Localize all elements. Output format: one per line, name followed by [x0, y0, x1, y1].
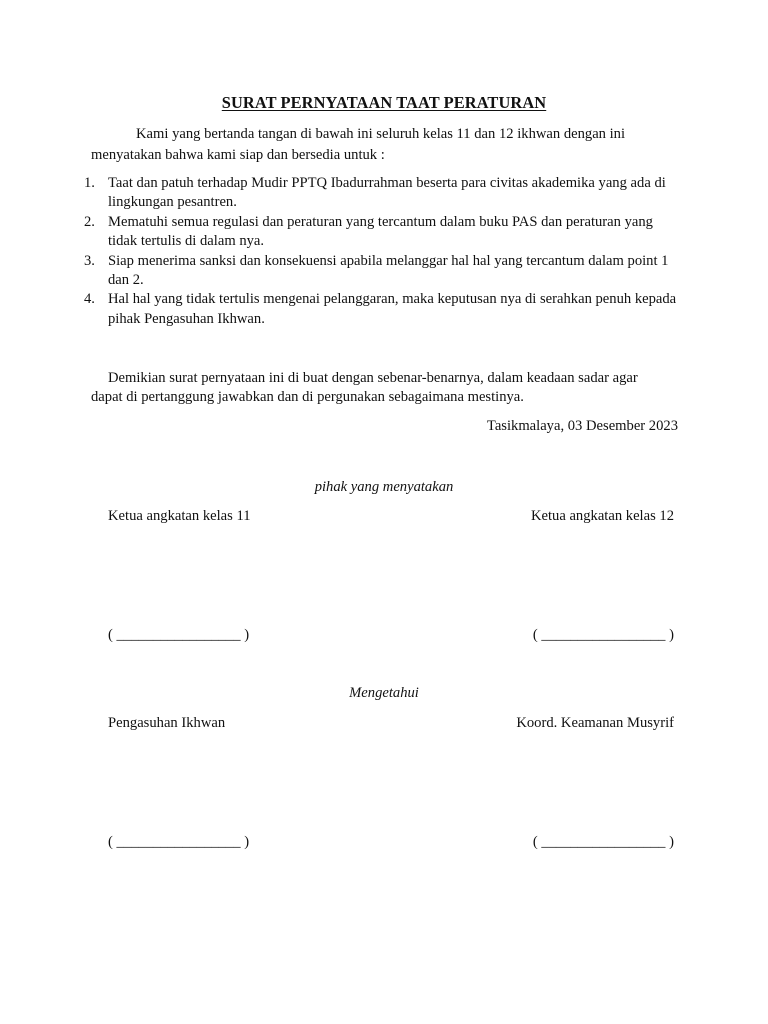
list-item: [84, 213, 684, 252]
acknowledge-heading: Mengetahui: [349, 685, 419, 701]
list-item-number: 1.: [84, 175, 95, 191]
commitment-list: [84, 174, 684, 329]
signer-role-keamanan: Koord. Keamanan Musyrif: [516, 715, 674, 731]
list-item: [84, 174, 684, 213]
closing-line-2: dapat di pertanggung jawabkan dan di pergunakan sebagaimana mestinya.: [91, 389, 524, 405]
signer-role-class-12: Ketua angkatan kelas 12: [530, 508, 674, 524]
list-item-number: 2.: [84, 213, 95, 230]
list-item-number: 4.: [84, 291, 95, 308]
signature-blank-class-12: ( _________________ ): [532, 627, 674, 643]
intro-line-2: menyatakan bahwa kami siap dan bersedia untuk :: [91, 147, 385, 163]
list-item-text: Mematuhi semua regulasi dan peraturan yang tercantum dalam buku PAS dan peraturan yang tidak tertulis di dalam nya.: [108, 213, 653, 250]
signer-role-pengasuhan: Pengasuhan Ikhwan: [108, 715, 226, 731]
signature-blank-keamanan: ( _________________ ): [532, 834, 674, 850]
signature-blank-pengasuhan: ( _________________ ): [108, 834, 250, 850]
signer-role-class-11: Ketua angkatan kelas 11: [108, 508, 251, 524]
list-item-text: Siap menerima sanksi dan konsekuensi apabila melanggar hal hal yang tercantum dalam point 1 dan 2.: [108, 252, 669, 289]
list-item-text: Taat dan patuh terhadap Mudir PPTQ Ibadurrahman beserta para civitas akademika yang ada di lingkungan pesantren.: [108, 175, 666, 211]
list-item: [84, 252, 684, 291]
list-item-number: 3.: [84, 252, 95, 269]
place-date: Tasikmalaya, 03 Desember 2023: [486, 418, 678, 434]
declarer-heading: pihak yang menyatakan: [314, 479, 454, 495]
closing-line-1: Demikian surat pernyataan ini di buat dengan sebenar-benarnya, dalam keadaan sadar agar: [108, 370, 638, 386]
intro-line-1: Kami yang bertanda tangan di bawah ini seluruh kelas 11 dan 12 ikhwan dengan ini: [136, 126, 626, 142]
document-title: SURAT PERNYATAAN TAAT PERATURAN: [221, 93, 547, 112]
list-item-text: Hal hal yang tidak tertulis mengenai pelanggaran, maka keputusan nya di serahkan penuh kepada pihak Pengasuhan Ikhwan.: [108, 291, 677, 327]
list-item: [84, 290, 684, 329]
signature-blank-class-11: ( _________________ ): [108, 627, 250, 643]
